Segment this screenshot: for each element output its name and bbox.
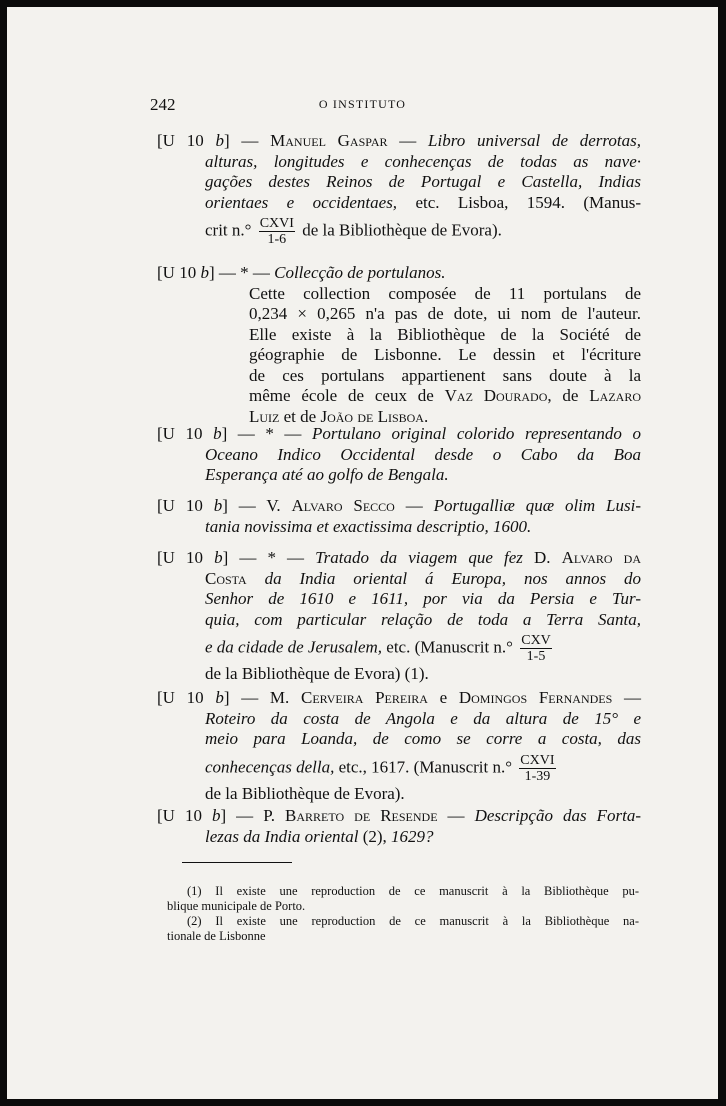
entry-line: de ces portulans appartienent sans doute à la	[249, 365, 641, 385]
entry-line: [U 10 b] — M. Cerveira Pereira e Domingos Fernandes —	[157, 688, 642, 707]
page	[7, 7, 718, 1099]
shelfmark-fraction: $\frac{\text{CXV}}{1-5}$	[521, 633, 551, 664]
entry-line: gações destes Reinos de Portugal e Castella, Indias	[205, 172, 641, 191]
catalogue-entry-secco	[157, 496, 641, 537]
entry-line: Oceano Indico Occidental desde o Cabo da Boa	[205, 444, 641, 464]
catalogue-entry-tratado	[157, 548, 641, 685]
entry-line: [U 10 b] — * — Collecção de portulanos.	[157, 263, 446, 282]
footnote-rule	[182, 862, 292, 863]
entry-line: conhecenças della, etc., 1617. (Manuscrit n.° $\frac{\text{CXVI}}{1-39}$	[205, 752, 555, 784]
entry-line: quia, com particular relação de toda a Terra Santa,	[205, 609, 641, 629]
entry-line: Costa da India oriental á Europa, nos annos do	[205, 568, 641, 588]
entry-line: [U 10 b] — * — Portulano original colorido representando o	[157, 424, 641, 443]
entry-line: [U 10 b] — V. Alvaro Secco — Portugalliæ quæ olim Lusi-	[157, 496, 641, 515]
entry-line: alturas, longitudes e conhecenças de todas as nave·	[205, 151, 641, 171]
footnotes	[167, 884, 639, 944]
footnote-line: blique municipale de Porto.	[167, 899, 306, 913]
footnote-line: tionale de Lisbonne	[167, 929, 266, 943]
entry-line: même école de ceux de Vaz Dourado, de Lazaro	[249, 386, 642, 405]
page-header	[7, 95, 718, 115]
catalogue-entry-portulano	[157, 424, 641, 486]
entry-line: e da cidade de Jerusalem, etc. (Manuscrit n.° $\frac{\text{CXV}}{1-5}$	[205, 633, 551, 664]
catalogue-entry-cerveira	[157, 688, 641, 804]
catalogue-entry-collecção	[157, 263, 641, 427]
entry-line: de la Bibliothèque de Evora).	[205, 783, 405, 803]
entry-line: Esperança até ao golfo de Bengala.	[205, 465, 449, 484]
entry-line: Luiz et de João de Lisboa.	[249, 406, 429, 426]
footnote-line: (1) Il existe une reproduction de ce manuscrit à la Bibliothèque pu-	[187, 884, 639, 898]
entry-line: lezas da India oriental (2), 1629?	[205, 826, 434, 846]
entry-line: Elle existe à la Bibliothèque de la Société de	[249, 324, 641, 344]
footnote-line: (2) Il existe une reproduction de ce manuscrit à la Bibliothèque na-	[187, 914, 639, 928]
page-number: 242	[150, 95, 176, 114]
entry-line: de la Bibliothèque de Evora) (1).	[205, 664, 429, 683]
entry-line: meio para Loanda, de como se corre a costa, das	[205, 729, 641, 748]
entry-line: crit n.° $\frac{\text{CXVI}}{1-6}$ de la Bibliothèque de Evora).	[205, 216, 502, 247]
entry-line: [U 10 b] — P. Barreto de Resende — Descripção das Forta-	[157, 806, 641, 825]
entry-line: [U 10 b] — * — Tratado da viagem que fez D. Alvaro da	[157, 548, 641, 567]
entry-line: Roteiro da costa de Angola e da altura de 15° e	[205, 708, 641, 728]
catalogue-entry-resende	[157, 806, 641, 847]
catalogue-entry-gaspar	[157, 131, 641, 247]
entry-line: Senhor de 1610 e 1611, por via da Persia e Tur-	[205, 589, 641, 608]
entry-line: [U 10 b] — Manuel Gaspar — Libro universal de derrotas,	[157, 131, 641, 150]
entry-line: 0,234 × 0,265 n'a pas de dote, ui nom de l'auteur.	[249, 304, 641, 323]
shelfmark-fraction: $\frac{\text{CXVI}}{1-6}$	[259, 216, 294, 247]
entry-line: géographie de Lisbonne. Le dessin et l'écriture	[249, 345, 641, 364]
shelfmark-fraction: $\frac{\text{CXVI}}{1-39}$	[520, 752, 555, 784]
entry-line: tania novissima et exactissima descriptio, 1600.	[205, 516, 532, 536]
entry-line: Cette collection composée de 11 portulans de	[249, 283, 641, 303]
entry-line: orientaes e occidentaes, etc. Lisboa, 1594. (Manus-	[205, 192, 641, 212]
running-head: O INSTITUTO	[318, 97, 407, 111]
